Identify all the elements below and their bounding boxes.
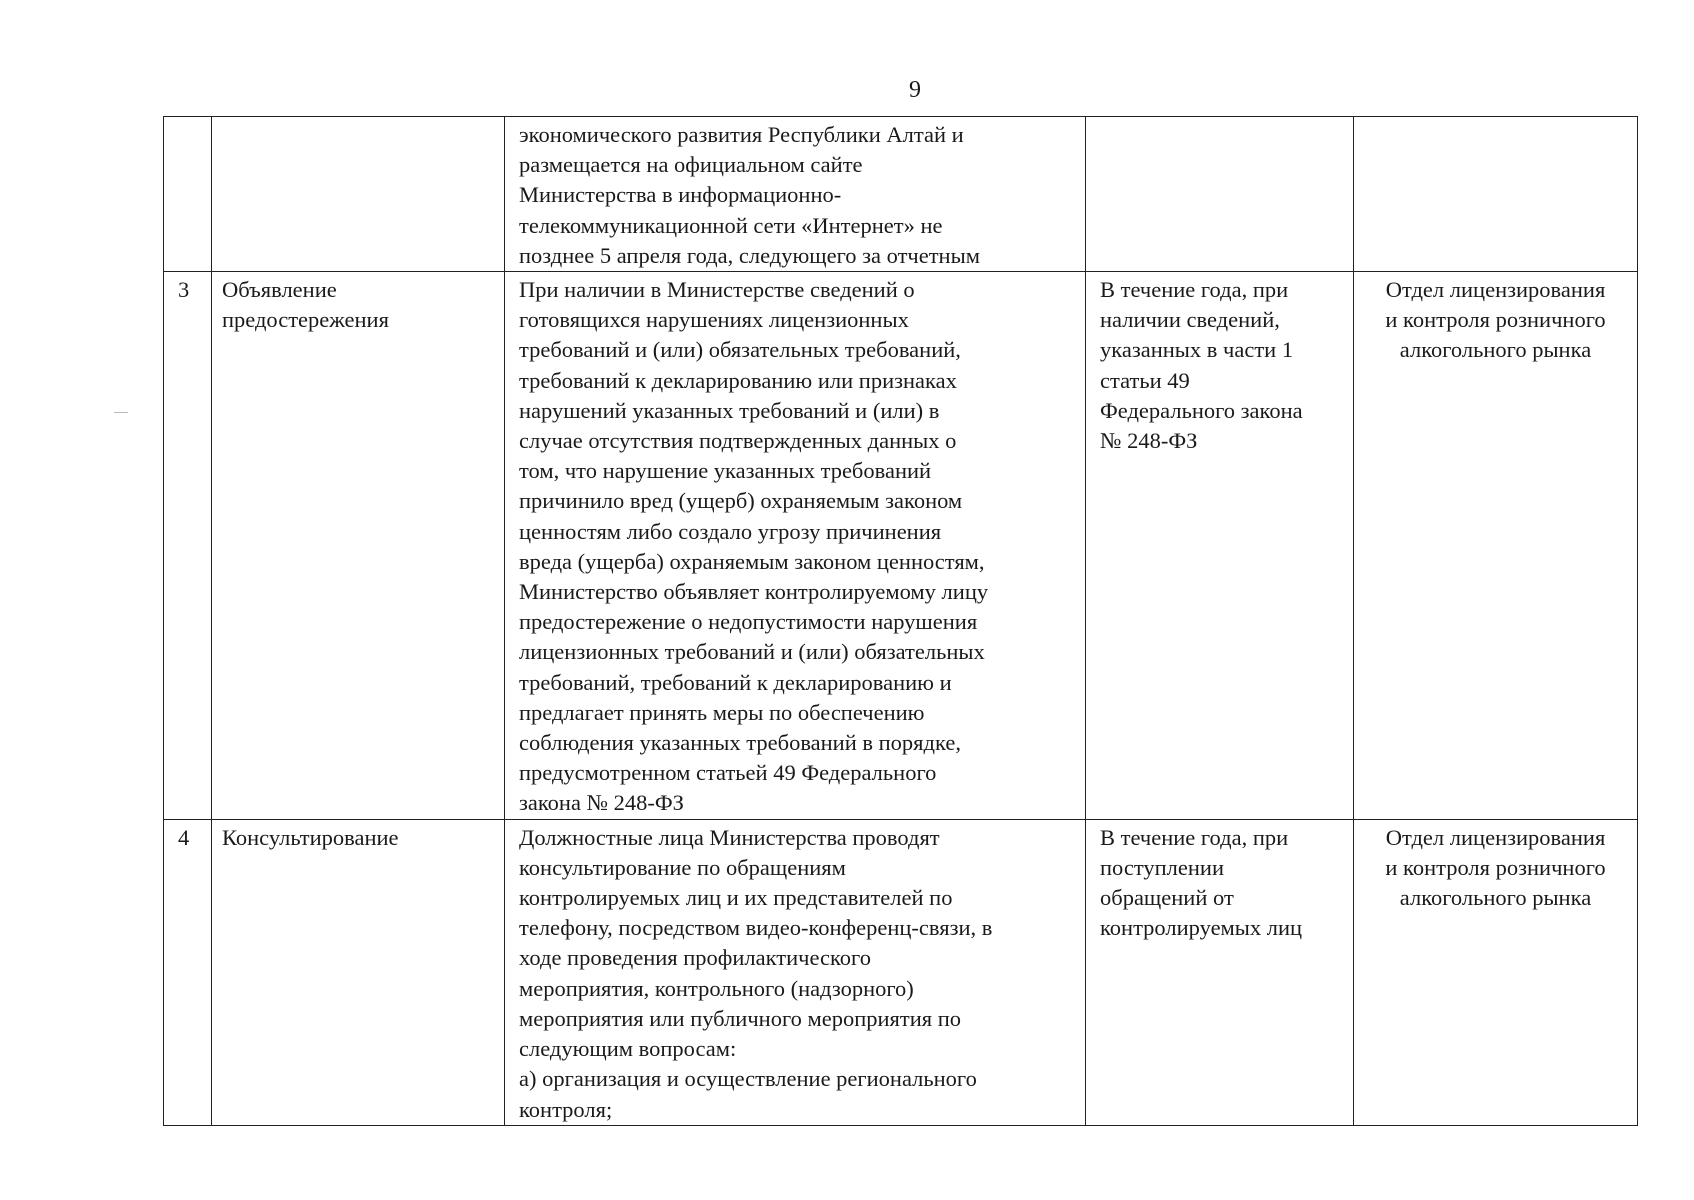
measure-description: Должностные лица Министерства проводят консультирование по обращениям контролируемых лиц и их представителей по телефону, посредством видео-конференц-связи, в ходе проведения профилактического мероприятия, контрольного (надзорного) мероприятия или публичного мероприятия по следующим вопросам: а) организация и осуществление регионального контроля; [505, 819, 1086, 1125]
measure-description: экономического развития Республики Алтай и размещается на официальном сайте Министерства в информационно- телекоммуникационной сети «Интернет» не позднее 5 апреля года, следующего за отчетным [505, 117, 1086, 272]
measure-name: Консультирование [212, 819, 505, 1125]
scan-artifact [114, 412, 128, 413]
row-number: 4 [164, 819, 212, 1125]
row-number [164, 117, 212, 272]
measure-responsible [1354, 117, 1638, 272]
measure-term: В течение года, при поступлении обращений от контролируемых лиц [1086, 819, 1354, 1125]
measures-table [163, 116, 1638, 1126]
measure-term [1086, 117, 1354, 272]
table-row-continuation [164, 117, 1638, 272]
measure-responsible: Отдел лицензирования и контроля розничного алкогольного рынка [1354, 272, 1638, 820]
row-number: 3 [164, 272, 212, 820]
table-row-3 [164, 272, 1638, 820]
page-number: 9 [909, 77, 921, 103]
measure-description: При наличии в Министерстве сведений о готовящихся нарушениях лицензионных требований и (или) обязательных требований, требований к декларированию или признаках нарушений указанных требований и (или) в случае отсутствия подтвержденных данных о том, что нарушение указанных требований причинило вред (ущерб) охраняемым законом ценностям либо создало угрозу причинения вреда (ущерба) охраняемым законом ценностям, Министерство объявляет контролируемому лицу предостережение о недопустимости нарушения лицензионных требований и (или) обязательных требований, требований к декларированию и предлагает принять меры по обеспечению соблюдения указанных требований в порядке, предусмотренном статьей 49 Федерального закона № 248-ФЗ [505, 272, 1086, 820]
measure-name: Объявление предостережения [212, 272, 505, 820]
measure-responsible: Отдел лицензирования и контроля розничного алкогольного рынка [1354, 819, 1638, 1125]
measure-term: В течение года, при наличии сведений, указанных в части 1 статьи 49 Федерального закона № 248-ФЗ [1086, 272, 1354, 820]
table-row-4 [164, 819, 1638, 1125]
measure-name [212, 117, 505, 272]
